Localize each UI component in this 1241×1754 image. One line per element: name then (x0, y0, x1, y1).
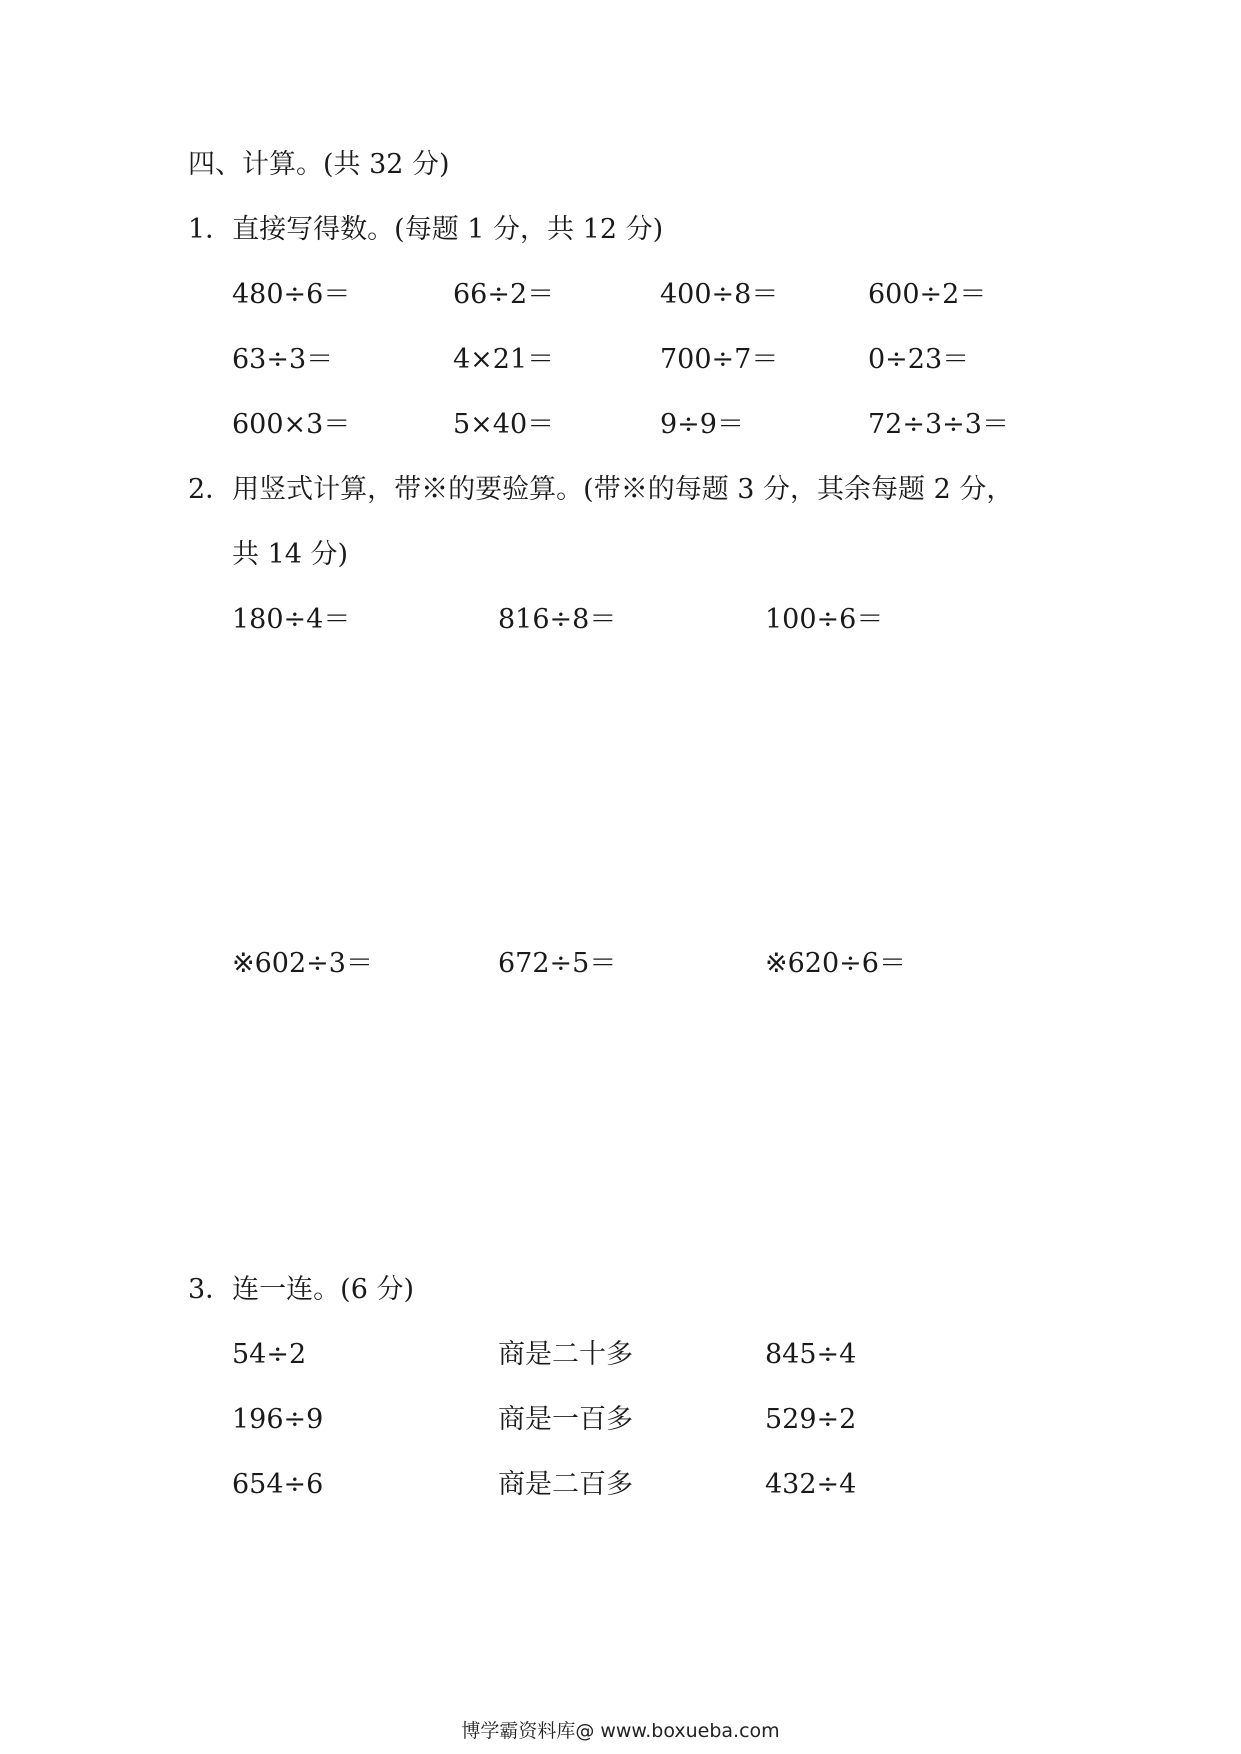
q1-r1c0: 63÷3＝ (232, 344, 334, 375)
q3-left-1: 54÷2 (232, 1339, 307, 1370)
q1-r2c3: 72÷3÷3＝ (868, 409, 1009, 440)
q2-row2-item3: ※620÷6＝ (765, 948, 906, 979)
q1-r0c0: 480÷6＝ (232, 279, 351, 310)
q1-r1c1: 4×21＝ (453, 344, 555, 375)
q1-r2c2: 9÷9＝ (660, 409, 744, 440)
q1-r0c1: 66÷2＝ (453, 279, 555, 310)
q2-row1-item3: 100÷6＝ (765, 604, 884, 635)
footer-watermark: 博学霸资料库@ www.boxueba.com (461, 1720, 780, 1742)
q1-r0c3: 600÷2＝ (868, 279, 987, 310)
q2-row2-item2: 672÷5＝ (498, 948, 617, 979)
q3-right-1: 845÷4 (765, 1339, 857, 1370)
q2-title-line2: 共 14 分) (232, 539, 349, 570)
q3-left-3: 654÷6 (232, 1469, 324, 1500)
q3-right-3: 432÷4 (765, 1469, 857, 1500)
q3-middle-2: 商是一百多 (498, 1404, 633, 1435)
section-title: 四、计算。(共 32 分) (188, 149, 450, 180)
q3-middle-3: 商是二百多 (498, 1469, 633, 1500)
q3-right-2: 529÷2 (765, 1404, 857, 1435)
q3-title: 3．连一连。(6 分) (188, 1274, 415, 1305)
q1-r0c2: 400÷8＝ (660, 279, 779, 310)
q1-r2c0: 600×3＝ (232, 409, 351, 440)
q2-row1-item1: 180÷4＝ (232, 604, 351, 635)
q3-left-2: 196÷9 (232, 1404, 324, 1435)
q1-r1c2: 700÷7＝ (660, 344, 779, 375)
q2-row1-item2: 816÷8＝ (498, 604, 617, 635)
q2-row2-item1: ※602÷3＝ (232, 948, 373, 979)
q1-title: 1．直接写得数。(每题 1 分，共 12 分) (188, 214, 664, 245)
q1-r1c3: 0÷23＝ (868, 344, 970, 375)
q2-title-line1: 2．用竖式计算，带※的要验算。(带※的每题 3 分，其余每题 2 分， (188, 474, 1014, 505)
q1-r2c1: 5×40＝ (453, 409, 555, 440)
q3-middle-1: 商是二十多 (498, 1339, 633, 1370)
